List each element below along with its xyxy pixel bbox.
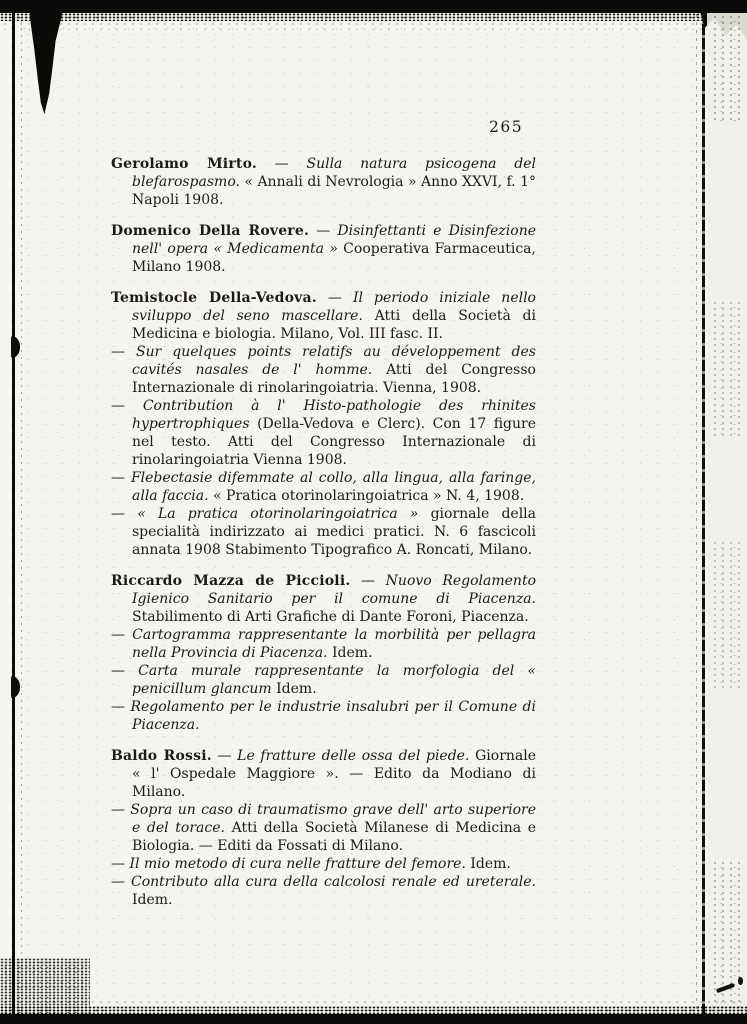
text-segment-roman: — [350,573,386,589]
bibliography-paragraph-author [111,155,536,209]
scan-top-speckle [0,21,747,30]
edge-speckle-patch [710,300,746,440]
bibliography-entry [111,747,536,909]
right-dotted-scan-line [696,14,697,1014]
text-segment-italic: Disinfettanti e Disinfezione nell' opera « Medicamenta » [132,223,536,257]
text-segment-roman: — [316,290,353,306]
bibliography-paragraph-dash [111,873,536,909]
text-segment-italic: Le fratture delle ossa del piede. [237,748,470,764]
scan-bottom-speckle [0,999,747,1006]
text-segment-italic: Sur quelques points relatifs au développement des cavités nasales de l' homme. [132,344,536,378]
text-segment-bold: Baldo Rossi. [111,748,212,764]
scan-top-edge [0,0,747,13]
text-segment-bold: Gerolamo Mirto. [111,156,257,172]
text-segment-roman: — [111,627,133,643]
text-segment-italic: Sulla natura psicogena del blefarospasmo. [132,156,536,190]
scan-bottom-ragged-edge [0,1006,747,1014]
text-segment-roman: « Annali di Nevrologia » Anno XXVI, f. 1° Napoli 1908. [132,174,536,208]
text-segment-italic: Flebectasie difemmate al collo, alla lingua, alla faringe, alla faccia. [130,470,537,504]
text-segment-italic: Sopra un caso di traumatismo grave dell' arto superiore e del torace. [130,802,536,836]
bibliography-entry [111,572,536,734]
text-segment-roman: — [111,699,131,715]
text-segment-roman: Atti della Società Milanese di Medicina e Biologia. — Editi da Fossati di Milano. [132,820,536,854]
edge-speckle-patch [710,860,746,1010]
scan-bottom-edge [0,1014,747,1024]
scan-top-right-corner-blot [700,0,747,40]
text-segment-italic: Il mio metodo di cura nelle fratture del femore. [129,856,466,872]
bibliography-paragraph-author [111,222,536,276]
text-segment-italic: Contribution à l' Histo-pathologie des rhinites hypertrophiques [132,398,536,432]
text-segment-roman: Atti della Società di Medicina e biologia. Milano, Vol. III fasc. II. [132,308,536,342]
left-dotted-scan-line [21,14,22,1014]
text-segment-roman: (Della-Vedova e Clerc). Con 17 figure nel testo. Atti del Congresso Internazionale di rinolaringoiatria Vienna 1908. [132,416,536,468]
binding-gutter-line [12,8,15,1016]
text-segment-roman: Idem. [327,645,373,661]
text-segment-bold: Temistocle Della-Vedova. [111,290,317,306]
text-segment-italic: Contributo alla cura della calcolosi renale ed ureterale. [131,874,537,890]
bibliography-paragraph-author [111,747,536,801]
text-segment-roman: — [111,802,131,818]
text-segment-italic: Regolamento per le industrie insalubri per il Comune di Piacenza. [130,699,537,733]
bibliography-entry [111,222,536,276]
bibliography-entry [111,155,536,209]
text-segment-italic: Nuovo Regolamento Igienico Sanitario per il comune di Piacenza. [132,573,536,607]
text-segment-roman: Atti del Congresso Internazionale di rinolaringoiatria. Vienna, 1908. [132,362,536,396]
text-segment-roman: « Pratica otorinolaringoiatrica » N. 4, 1908. [208,488,525,504]
page-edge-line [702,10,705,1016]
bibliography-paragraph-dash [111,855,536,873]
text-segment-roman: — [111,506,138,522]
text-segment-roman: — [111,344,136,360]
bottom-right-ink-dot [738,977,743,985]
page-number: 265 [489,118,524,136]
bibliography-entry [111,289,536,559]
text-segment-roman: Idem. [132,892,173,908]
text-segment-roman: — [256,156,307,172]
bibliography-paragraph-author [111,289,536,343]
text-segment-roman: Idem. [465,856,511,872]
text-segment-italic: Carta murale rappresentante la morfologia del « penicillum glancum [132,663,536,697]
text-segment-roman: Giornale « l' Ospedale Maggiore ». — Edito da Modiano di Milano. [132,748,537,800]
scan-top-ragged-edge [0,13,747,21]
bibliography-paragraph-dash [111,469,536,505]
text-segment-italic: Cartogramma rappresentante la morbilità per pellagra nella Provincia di Piacenza. [132,627,537,661]
bibliography-paragraph-author [111,572,536,626]
text-segment-bold: Riccardo Mazza de Piccioli. [111,573,351,589]
text-segment-roman: — [111,874,131,890]
bibliography-paragraph-dash [111,626,536,662]
text-segment-roman: giornale della specialità indirizzato ai medici pratici. N. 6 fascicoli annata 1908 Stabimento Tipografico A. Roncati, Milano. [132,506,537,558]
binding-ink-blot [26,0,66,114]
bibliography-paragraph-dash [111,698,536,734]
bibliography-paragraph-dash [111,343,536,397]
bottom-left-speckle-cluster [0,958,90,1014]
text-segment-roman: — [111,470,131,486]
text-segment-roman: — [111,856,130,872]
adjacent-page-edge [707,13,747,1014]
text-segment-roman: — [211,748,238,764]
bottom-right-pen-mark [716,983,735,993]
binding-line-knot [11,676,20,698]
bibliography-paragraph-dash [111,397,536,469]
edge-speckle-patch [710,540,746,690]
text-segment-roman: — [309,223,338,239]
bibliography-paragraph-dash [111,662,536,698]
bibliography-paragraph-dash [111,801,536,855]
bibliography-paragraph-dash [111,505,536,559]
edge-speckle-patch [710,14,746,124]
text-segment-roman: — [111,398,143,414]
text-segment-roman: — [111,663,139,679]
text-segment-italic: « La pratica otorinolaringoiatrica » [137,506,419,522]
text-segment-roman: Cooperativa Farmaceutica, Milano 1908. [132,241,536,275]
bibliography [111,155,536,909]
text-segment-bold: Domenico Della Rovere. [111,223,310,239]
binding-line-knot [11,336,20,358]
text-segment-roman: Stabilimento di Arti Grafiche di Dante Foroni, Piacenza. [132,609,529,625]
text-segment-italic: Il periodo iniziale nello sviluppo del seno mascellare. [132,290,536,324]
text-segment-roman: Idem. [271,681,317,697]
